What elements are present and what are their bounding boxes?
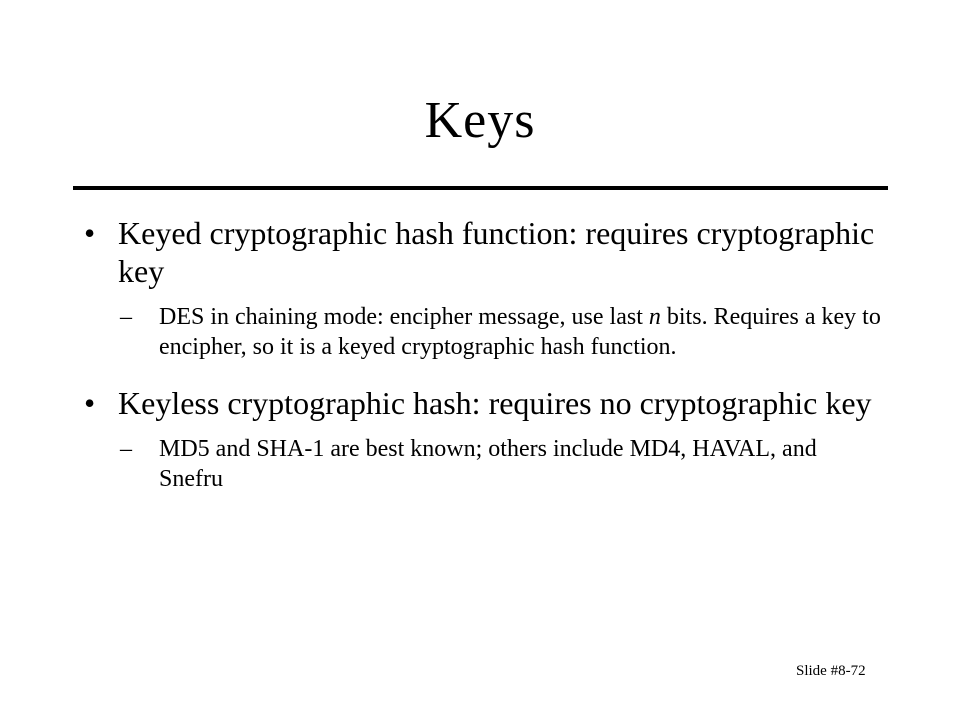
sub-bullet-text: MD5 and SHA-1 are best known; others include MD4, HAVAL, and Snefru	[159, 436, 817, 492]
sub-bullet-des-chaining	[118, 302, 884, 362]
bullet-keyed-hash	[84, 214, 884, 290]
slide-content	[84, 214, 884, 494]
sub-bullet-text-before: DES in chaining mode: encipher message, use last	[159, 304, 649, 330]
title-underline-rule	[73, 186, 888, 190]
bullet-keyless-hash	[84, 384, 884, 422]
sub-bullet-text-after: bits. Requires a key to encipher, so it is a keyed cryptographic hash function.	[159, 304, 881, 360]
bullet-text: Keyless cryptographic hash: requires no cryptographic key	[118, 385, 872, 421]
slide-number: Slide #8-72	[796, 663, 866, 679]
sub-bullet-marker: –	[120, 304, 132, 330]
bullet-marker: •	[84, 215, 96, 251]
bullet-text: Keyed cryptographic hash function: requires cryptographic key	[118, 215, 875, 289]
sub-bullet-md5-sha1	[118, 434, 884, 494]
slide-title: Keys	[424, 92, 536, 149]
sub-bullet-marker: –	[120, 436, 132, 462]
variable-n: n	[648, 304, 661, 330]
bullet-marker: •	[84, 385, 96, 421]
